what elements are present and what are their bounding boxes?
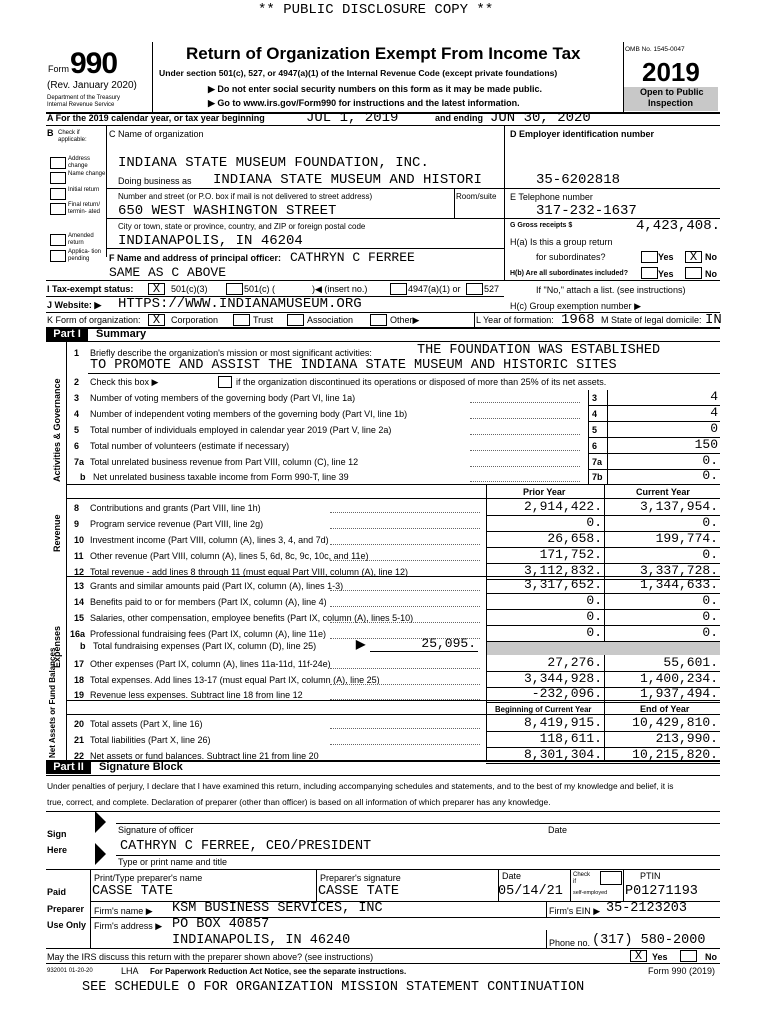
line2-rest: if the organization discontinued its operations or disposed of more than 25% of its net assets. xyxy=(236,377,607,387)
hc-label: H(c) Group exemption number ▶ xyxy=(510,301,641,311)
b-checkbox[interactable] xyxy=(50,157,66,169)
association-checkbox[interactable] xyxy=(287,314,304,326)
rev-line-num: 10 xyxy=(74,535,85,545)
exp-line-num: 14 xyxy=(74,597,85,607)
part2-title: Signature Block xyxy=(99,761,183,773)
section-rule xyxy=(66,484,720,485)
net-line-leader xyxy=(330,744,480,745)
b-checkbox[interactable] xyxy=(50,250,66,262)
part1-tag: Part I xyxy=(46,328,88,341)
discuss-question: May the IRS discuss this return with the preparer shown above? (see instructions) xyxy=(47,952,374,962)
line16b-arrow: ▶ xyxy=(356,637,366,651)
b-item-label: Amended return xyxy=(68,233,94,246)
hb-yes-checkbox[interactable] xyxy=(641,267,658,279)
rev-line-current: 3,337,728. xyxy=(639,563,718,578)
exp-line-num: 17 xyxy=(74,659,85,669)
corporation-checkbox[interactable]: X xyxy=(148,314,165,326)
sig-officer-label: Signature of officer xyxy=(118,825,194,835)
b-item-label: Initial return xyxy=(68,187,100,193)
form-subtitle: Under section 501(c), 527, or 4947(a)(1) of the Internal Revenue Code (except private foundations) xyxy=(159,68,558,78)
goto-instructions[interactable]: ▶ Go to www.irs.gov/Form990 for instructions and the latest information. xyxy=(208,98,520,108)
h-b-label: H(b) Are all subordinates included? xyxy=(510,270,628,277)
hb-yes-label: Yes xyxy=(658,269,674,279)
mission-line2: TO PROMOTE AND ASSIST THE INDIANA STATE MUSEUM AND HISTORIC SITES xyxy=(90,358,617,373)
check-label: Check xyxy=(573,872,591,878)
sign-arrow-2 xyxy=(95,843,106,865)
b-checkbox[interactable] xyxy=(50,188,66,200)
firm-address-label-text: Firm's address xyxy=(94,921,153,931)
exp-line-prior: 27,276. xyxy=(547,655,602,670)
status-4947-checkbox[interactable] xyxy=(390,283,407,295)
col-beginning: Beginning of Current Year xyxy=(495,705,592,714)
net-line-current: 10,215,820. xyxy=(632,747,718,762)
net-line-label: Net assets or fund balances. Subtract line 21 from line 20 xyxy=(90,751,319,761)
gov-line-box: 5 xyxy=(592,425,598,435)
paid-label: Paid xyxy=(47,887,67,897)
b-checkbox[interactable] xyxy=(50,172,66,184)
street-address: 650 WEST WASHINGTON STREET xyxy=(118,203,337,219)
net-line-rule xyxy=(486,763,720,764)
gov-line-leader xyxy=(470,418,580,419)
section-rule xyxy=(66,714,720,715)
status-527-checkbox[interactable] xyxy=(466,283,483,295)
gov-box-rule xyxy=(607,390,608,484)
gov-line-value: 0. xyxy=(702,453,718,468)
firm-ein-label: Firm's EIN ▶ xyxy=(549,906,601,916)
goto-instructions-text: Go to www.irs.gov/Form990 for instructions and the latest information. xyxy=(217,98,520,108)
type-name-label: Type or print name and title xyxy=(118,857,228,867)
gross-receipts-label: G Gross receipts $ xyxy=(510,222,573,229)
part1-title: Summary xyxy=(96,328,147,340)
gov-line-label: Total number of volunteers (estimate if necessary) xyxy=(90,441,290,451)
status-501c3-checkbox[interactable]: X xyxy=(148,283,165,295)
line16b-num: b xyxy=(80,641,86,651)
b-checkbox[interactable] xyxy=(50,203,66,215)
trust-label: Trust xyxy=(253,315,274,325)
gov-line-leader xyxy=(470,434,580,435)
gov-line-label: Total number of individuals employed in calendar year 2019 (Part V, line 2a) xyxy=(90,425,392,435)
net-line-num: 22 xyxy=(74,751,85,761)
preparer-name: CASSE TATE xyxy=(92,884,174,899)
side-expenses: Expenses xyxy=(52,625,62,668)
rev-line-leader xyxy=(330,560,480,561)
ein-label: D Employer identification number xyxy=(510,129,655,139)
officer-label: F Name and address of principal officer: xyxy=(109,253,282,263)
discuss-yes-label: Yes xyxy=(652,952,668,962)
exp-line-leader xyxy=(330,590,480,591)
exp-line-current: 1,400,234. xyxy=(639,671,718,686)
status-527: 527 xyxy=(484,284,500,294)
discuss-no-label: No xyxy=(705,952,717,962)
ha-no-label: No xyxy=(705,252,717,262)
rev-line-num: 9 xyxy=(74,519,80,529)
ssn-warning: ▶ Do not enter social security numbers on this form as it may be made public. xyxy=(208,84,542,94)
officer-name-title: CATHRYN C FERREE, CEO/PRESIDENT xyxy=(120,839,372,854)
omb-number: OMB No. 1545-0047 xyxy=(625,46,685,53)
exp-line-num: 16a xyxy=(70,629,86,639)
rev-line-label: Contributions and grants (Part VIII, line 1h) xyxy=(90,503,261,513)
status-501c: 501(c) ( xyxy=(244,284,276,294)
line2-label: Check this box ▶ xyxy=(90,377,159,387)
form-number: 990 xyxy=(70,47,118,80)
exp-line-num: 13 xyxy=(74,581,85,591)
line2-num: 2 xyxy=(74,377,80,387)
exp-line-leader xyxy=(330,606,480,607)
gov-line-num: 3 xyxy=(74,393,80,403)
discuss-no-checkbox[interactable] xyxy=(680,950,697,962)
form-word: Form xyxy=(48,64,69,74)
net-line-current: 10,429,810. xyxy=(632,715,718,730)
website-label: J Website: ▶ xyxy=(47,300,102,310)
rev-line-current: 0. xyxy=(702,547,718,562)
line1-num: 1 xyxy=(74,348,80,358)
firm-name-label-text: Firm's name xyxy=(94,906,144,916)
rev-line-leader xyxy=(330,512,480,513)
gov-line-box: 6 xyxy=(592,441,598,451)
discuss-yes-checkbox[interactable]: X xyxy=(630,950,647,962)
paperwork-notice: For Paperwork Reduction Act Notice, see the separate instructions. xyxy=(150,967,407,976)
line1-label: Briefly describe the organization's mission or most significant activities: xyxy=(90,348,372,358)
rev-line-prior: 2,914,422. xyxy=(523,499,602,514)
sign-label: Sign xyxy=(47,829,67,839)
status-501c-checkbox[interactable] xyxy=(226,283,243,295)
preparer-date: 05/14/21 xyxy=(498,884,563,899)
b-item-label: Applica- tion pending xyxy=(68,249,102,262)
rev-line-current: 199,774. xyxy=(655,531,718,546)
firm-address-1: PO BOX 40857 xyxy=(172,917,270,932)
exp-line-label: Grants and similar amounts paid (Part IX, column (A), lines 1-3) xyxy=(90,581,344,591)
dba-label: Doing business as xyxy=(118,176,192,186)
exp-line-num: 18 xyxy=(74,675,85,685)
gov-line-num: 5 xyxy=(74,425,80,435)
room-suite-label: Room/suite xyxy=(456,192,497,201)
ptin-label: PTIN xyxy=(640,871,661,881)
phone-value: 317-232-1637 xyxy=(536,203,637,219)
gov-line-value: 0 xyxy=(710,421,718,436)
rev-line-label: Investment income (Part VIII, column (A), lines 3, 4, and 7d) xyxy=(90,535,329,545)
status-4947: 4947(a)(1) or xyxy=(408,284,461,294)
exp-line-num: 19 xyxy=(74,690,85,700)
gov-line-box: 7b xyxy=(592,472,603,482)
b-item-label: Name change xyxy=(68,171,106,177)
preparer-label: Preparer xyxy=(47,904,85,914)
state-domicile: IN xyxy=(705,312,722,328)
net-line-num: 20 xyxy=(74,719,85,729)
irs: Internal Revenue Service xyxy=(47,102,115,108)
net-line-num: 21 xyxy=(74,735,85,745)
exp-line-current: 55,601. xyxy=(663,655,718,670)
principal-officer: CATHRYN C FERREE xyxy=(290,250,415,265)
penalty-text-1: Under penalties of perjury, I declare that I have examined this return, including accompanying schedules and statements, and to the best of my knowledge and belief, it is xyxy=(47,781,674,791)
h-a-label: H(a) Is this a group return xyxy=(510,237,613,247)
exp-line-prior: 3,344,928. xyxy=(523,671,602,686)
association-label: Association xyxy=(307,315,354,325)
gov-box-rule xyxy=(588,390,589,484)
col-rule xyxy=(604,484,605,760)
street-label: Number and street (or P.O. box if mail is not delivered to street address) xyxy=(118,192,373,201)
ha-yes-checkbox[interactable] xyxy=(641,251,658,263)
website-url[interactable]: HTTPS://WWW.INDIANAMUSEUM.ORG xyxy=(118,296,362,312)
section-c-name-label: C Name of organization xyxy=(109,129,204,139)
exp-line-label: Revenue less expenses. Subtract line 18 from line 12 xyxy=(90,690,303,700)
part2-tag: Part II xyxy=(46,761,91,774)
status-501c3: 501(c)(3) xyxy=(171,284,208,294)
gov-line-label: Number of independent voting members of the governing body (Part VI, line 1b) xyxy=(90,409,408,419)
gov-line-leader xyxy=(470,402,580,403)
mission-line1: THE FOUNDATION WAS ESTABLISHED xyxy=(417,343,661,358)
firm-ein: 35-2123203 xyxy=(606,901,688,916)
other-checkbox[interactable] xyxy=(370,314,387,326)
use-only-label: Use Only xyxy=(47,920,87,930)
col-rule xyxy=(486,484,487,760)
exp-line-label: Other expenses (Part IX, column (A), lines 11a-11d, 11f-24e) xyxy=(90,659,331,669)
gov-line-label: Net unrelated business taxable income from Form 990-T, line 39 xyxy=(93,472,349,482)
side-activities: Activities & Governance xyxy=(52,378,62,482)
gov-line-label: Number of voting members of the governing body (Part VI, line 1a) xyxy=(90,393,356,403)
gov-line-num: 6 xyxy=(74,441,80,451)
sign-arrow-1 xyxy=(95,811,106,833)
applicable: applicable: xyxy=(58,137,87,143)
net-line-prior: 8,301,304. xyxy=(523,747,602,762)
inspection: Inspection xyxy=(648,98,694,108)
gov-line-value: 4 xyxy=(710,405,718,420)
form-code: 932001 01-20-20 xyxy=(47,968,93,974)
open-to-public: Open to Public xyxy=(640,87,704,97)
firm-phone: (317) 580-2000 xyxy=(592,933,706,948)
exp-line-current: 0. xyxy=(702,625,718,640)
state-domicile-label: M State of legal domicile: xyxy=(601,315,702,325)
exp-line-rule xyxy=(486,702,720,703)
col-prior-year: Prior Year xyxy=(523,487,566,497)
form-reference: Form 990 (2019) xyxy=(648,966,716,976)
preparer-signature: CASSE TATE xyxy=(318,884,400,899)
revision-date: (Rev. January 2020) xyxy=(47,80,137,91)
rev-line-current: 3,137,954. xyxy=(639,499,718,514)
exp-line-current: 0. xyxy=(702,593,718,608)
col-end-year: End of Year xyxy=(640,704,690,714)
org-name: INDIANA STATE MUSEUM FOUNDATION, INC. xyxy=(118,155,429,171)
col-current-year: Current Year xyxy=(636,487,690,497)
firm-name: KSM BUSINESS SERVICES, INC xyxy=(172,901,383,916)
exp-line-leader xyxy=(330,684,480,685)
side-net-assets: Net Assets or Fund Balances xyxy=(48,647,57,758)
exp-line-label: Professional fundraising fees (Part IX, column (A), line 11e) xyxy=(90,629,326,639)
net-line-label: Total liabilities (Part X, line 26) xyxy=(90,735,211,745)
schedule-o-note: SEE SCHEDULE O FOR ORGANIZATION MISSION STATEMENT CONTINUATION xyxy=(82,980,585,995)
b-checkbox[interactable] xyxy=(50,234,66,246)
prep-date-label: Date xyxy=(502,871,522,881)
gross-receipts-value: 4,423,408. xyxy=(636,218,721,234)
exp-line-prior: 0. xyxy=(586,609,602,624)
here-label: Here xyxy=(47,845,68,855)
ha-no-checkbox[interactable]: X xyxy=(685,251,702,263)
prep-name-label: Print/Type preparer's name xyxy=(94,873,203,883)
gov-line-box: 7a xyxy=(592,457,603,467)
gov-line-box: 4 xyxy=(592,409,598,419)
firm-phone-label: Phone no. xyxy=(549,938,591,948)
net-line-leader xyxy=(330,728,480,729)
firm-address-2: INDIANAPOLIS, IN 46240 xyxy=(172,933,351,948)
gov-line-leader xyxy=(470,466,580,467)
exp-line-current: 1,937,494. xyxy=(639,686,718,701)
line2-label-text: Check this box xyxy=(90,377,150,387)
and-ending-label: and ending xyxy=(435,113,483,123)
line16b-shade xyxy=(487,642,720,655)
other-label: Other▶ xyxy=(390,315,420,325)
lha-label: LHA xyxy=(121,966,139,976)
line16b-value: 25,095. xyxy=(421,636,476,651)
year-formation: 1968 xyxy=(561,312,595,328)
exp-line-num: 15 xyxy=(74,613,85,623)
gov-line-num: 4 xyxy=(74,409,80,419)
section-b-letter: B xyxy=(47,128,54,138)
rev-line-prior: 0. xyxy=(586,515,602,530)
exp-line-current: 0. xyxy=(702,609,718,624)
exp-line-prior: 3,317,652. xyxy=(523,577,602,592)
rev-line-current: 0. xyxy=(702,515,718,530)
gov-line-leader xyxy=(470,481,580,482)
tax-year-end: JUN 30, 2020 xyxy=(490,110,591,126)
hb-no-label: No xyxy=(705,269,717,279)
gov-line-box: 3 xyxy=(592,393,598,403)
if-label: if xyxy=(573,879,576,885)
rev-line-label: Other revenue (Part VIII, column (A), lines 5, 6d, 8c, 9c, 10c, and 11e) xyxy=(90,551,369,561)
rev-line-num: 12 xyxy=(74,567,85,577)
exp-line-label: Benefits paid to or for members (Part IX, column (A), line 4) xyxy=(90,597,327,607)
hb-no-checkbox[interactable] xyxy=(685,267,702,279)
line-a-label: A For the 2019 calendar year, or tax year beginning xyxy=(47,113,265,123)
b-item-label: Final return/ termin- ated xyxy=(68,202,101,215)
net-line-label: Total assets (Part X, line 16) xyxy=(90,719,203,729)
rev-line-leader xyxy=(330,544,480,545)
line-i-label: I Tax-exempt status: xyxy=(47,284,134,294)
penalty-text-2: true, correct, and complete. Declaration of preparer (other than officer) is based on all information of which preparer has any knowledge. xyxy=(47,797,551,807)
trust-checkbox[interactable] xyxy=(233,314,250,326)
officer-address: SAME AS C ABOVE xyxy=(109,265,227,280)
rev-line-label: Program service revenue (Part VIII, line 2g) xyxy=(90,519,264,529)
h-a-sub: for subordinates? xyxy=(536,252,606,262)
hc-label-text: H(c) Group exemption number xyxy=(510,301,632,311)
phone-label: E Telephone number xyxy=(510,192,593,202)
exp-line-label: Salaries, other compensation, employee benefits (Part IX, column (A), lines 5-10) xyxy=(90,613,414,623)
hb-note: If "No," attach a list. (see instructions) xyxy=(536,285,686,295)
exp-line-current: 1,344,633. xyxy=(639,577,718,592)
rev-line-prior: 3,112,832. xyxy=(523,563,602,578)
ha-yes-label: Yes xyxy=(658,252,674,262)
year-formation-label: L Year of formation: xyxy=(476,315,554,325)
public-disclosure-banner: ** PUBLIC DISCLOSURE COPY ** xyxy=(258,2,494,18)
insert-no: )◀ (insert no.) xyxy=(312,284,368,294)
section-rule xyxy=(66,576,720,577)
gov-line-leader xyxy=(470,450,580,451)
gov-line-num: 7a xyxy=(74,457,85,467)
firm-name-label: Firm's name ▶ xyxy=(94,906,153,916)
self-employed-label: self-employed xyxy=(573,890,608,896)
exp-line-prior: 0. xyxy=(586,593,602,608)
prep-sig-label: Preparer's signature xyxy=(320,873,401,883)
net-line-prior: 118,611. xyxy=(539,731,602,746)
b-item-label: Address change xyxy=(68,156,91,169)
rev-line-leader xyxy=(330,528,480,529)
exp-line-prior: -232,096. xyxy=(531,686,602,701)
exp-line-leader xyxy=(330,622,480,623)
rev-line-prior: 26,658. xyxy=(547,531,602,546)
gov-line-value: 4 xyxy=(710,389,718,404)
ptin-value: P01271193 xyxy=(625,884,698,899)
exp-line-prior: 0. xyxy=(586,625,602,640)
gov-line-label: Total unrelated business revenue from Part VIII, column (C), line 12 xyxy=(90,457,359,467)
website-label-text: J Website: xyxy=(47,300,92,310)
net-line-current: 213,990. xyxy=(655,731,718,746)
exp-line-leader xyxy=(330,668,480,669)
line-k-label: K Form of organization: xyxy=(47,315,141,325)
line16b-label: Total fundraising expenses (Part IX, column (D), line 25) xyxy=(93,641,317,651)
self-employed-checkbox[interactable] xyxy=(600,871,622,885)
firm-ein-label-text: Firm's EIN xyxy=(549,906,591,916)
form-title: Return of Organization Exempt From Income Tax xyxy=(186,44,581,63)
check-if: Check if xyxy=(58,130,80,136)
section-rule xyxy=(66,498,720,499)
corporation-label: Corporation xyxy=(171,315,219,325)
exp-line-label: Total expenses. Add lines 13-17 (must equal Part IX, column (A), line 25) xyxy=(90,675,380,685)
ein-value: 35-6202818 xyxy=(536,172,621,188)
gov-line-value: 0. xyxy=(702,468,718,483)
other-label-text: Other xyxy=(390,315,413,325)
dba-name: INDIANA STATE MUSEUM AND HISTORI xyxy=(213,172,482,188)
gov-line-value: 150 xyxy=(694,437,718,452)
side-revenue: Revenue xyxy=(52,514,62,552)
tax-year-begin: JUL 1, 2019 xyxy=(306,110,399,126)
rev-line-prior: 171,752. xyxy=(539,547,602,562)
rev-line-num: 11 xyxy=(74,551,84,561)
firm-address-label: Firm's address ▶ xyxy=(94,921,163,931)
rev-line-label: Total revenue - add lines 8 through 11 (must equal Part VIII, column (A), line 12) xyxy=(90,567,408,577)
tax-year: 2019 xyxy=(642,57,700,87)
net-line-prior: 8,419,915. xyxy=(523,715,602,730)
section-rule xyxy=(66,700,720,701)
discontinued-checkbox[interactable] xyxy=(218,376,232,388)
ssn-warning-text: Do not enter social security numbers on this form as it may be made public. xyxy=(217,84,542,94)
gov-line-num: b xyxy=(80,472,86,482)
city-label: City or town, state or province, country, and ZIP or foreign postal code xyxy=(118,222,366,231)
dept-treasury: Department of the Treasury xyxy=(47,95,121,101)
rev-line-num: 8 xyxy=(74,503,80,513)
city-state-zip: INDIANAPOLIS, IN 46204 xyxy=(118,233,303,249)
sig-date-label: Date xyxy=(548,825,568,835)
